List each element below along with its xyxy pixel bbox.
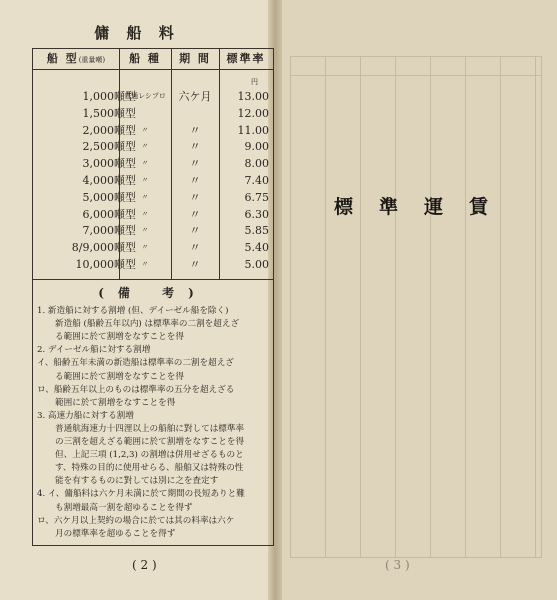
period-cell: 六ケ月 [178,90,212,103]
tonnage-cell: 8/9,000噸型 [71,241,136,255]
rate-cell: 6.30 [244,207,269,221]
header-kind: 船 種 [119,49,171,70]
note-line: 能を有するものに對しては別に之を査定す [55,476,219,487]
note-line: 2. デイーゼル船に対する割増 [37,345,151,356]
table-row [33,223,273,238]
tonnage-cell: 7,000噸型 [82,224,136,238]
kind-cell: 〃 [141,159,149,168]
table-row [33,173,273,188]
period-cell: 〃 [189,224,201,238]
note-line: 4. イ、傭船料は六ケ月未満に於て期間の長短ありと難 [37,489,245,500]
tonnage-cell: 1,500噸型 [82,106,136,120]
table-row [33,123,273,138]
note-line: 普通航海速力十四浬以上の船舶に對しては標準率 [55,423,245,434]
period-cell: 〃 [189,207,201,221]
note-line: イ、船齢五年未満の新造船は標準率の二割を超えざ [37,358,234,369]
kind-cell: 〃 [141,125,149,134]
tonnage-cell: 2,500噸型 [82,140,136,154]
rate-cell: 9.00 [244,140,269,154]
rate-cell: 11.00 [237,123,269,137]
rate-cell: 13.00 [237,90,269,103]
unit-label: 円 [251,78,258,86]
note-line: 月の標準率を超ゆることを得ず [55,528,176,539]
header-rate: 標準率 [219,49,273,70]
notes-box [32,280,274,546]
page-title: 傭 船 料 [94,24,180,42]
tonnage-cell: 4,000噸型 [82,174,136,187]
tonnage-cell: 3,000噸型 [82,157,136,171]
note-line: 範囲に於て割増をなすことを得 [55,397,176,408]
rate-cell: 5.00 [244,258,269,271]
note-line: ロ、六ケ月以上契約の場合に於ては其の料率は六ケ [37,515,235,526]
note-line: も割増最高一割を超ゆることを得ず [55,502,193,513]
right-page-title: 標準運賃 [334,196,515,218]
kind-cell: 普通レシプロ [124,92,166,100]
page-number-left: ( 2 ) [132,558,157,572]
kind-cell: 〃 [141,226,149,235]
tonnage-cell: 2,000噸型 [82,123,136,137]
notes-title: (備 考) [98,286,208,300]
note-line: 1. 新造船に対する割増 (但、デイーゼル船を除く) [37,306,229,316]
rate-cell: 5.40 [244,241,269,255]
period-cell: 〃 [189,140,201,154]
kind-cell: 〃 [141,176,149,184]
kind-cell: 〃 [141,243,149,252]
rate-cell: 12.00 [237,106,269,120]
period-cell: 〃 [189,174,201,187]
header-period: 期 間 [171,49,219,70]
rate-cell: 8.00 [244,157,269,171]
tonnage-cell: 10,000噸型 [75,258,136,271]
note-line: 但、上記三項 (1,2,3) の割増は併用せざるものと [55,450,244,461]
rate-cell: 5.85 [244,224,269,238]
rate-cell: 6.75 [244,190,269,204]
period-cell: 〃 [189,190,201,204]
kind-cell: 〃 [141,142,149,151]
period-cell: 〃 [189,241,201,255]
table-row [33,106,273,121]
tonnage-cell: 1,000噸型 [82,90,136,103]
tonnage-cell: 6,000噸型 [82,207,136,221]
table-row [33,139,273,154]
period-cell: 〃 [189,258,201,271]
note-line: 新造船 (船齢五年以内) は標準率の二割を超えざ [55,319,240,330]
kind-cell: 〃 [141,260,149,268]
table-row [33,190,273,205]
rate-cell: 7.40 [244,174,269,187]
page-number-right: ( 3 ) [385,558,410,572]
table-row [33,240,273,255]
note-line: ロ、船齢五年以上のものは標準率の五分を超えざる [37,384,235,395]
note-line: す、特殊の目的に使用せらる、船舶又は特殊の性 [55,463,244,474]
table-row [33,257,273,272]
note-line: の三割を超えざる範囲に於て割増をなすことを得 [55,437,245,447]
note-line: る範囲に於て割増をなすことを得 [55,332,184,343]
period-cell: 〃 [189,123,201,137]
tonnage-cell: 5,000噸型 [82,190,136,204]
charter-rate-table [32,48,274,280]
bleed-through-table [290,56,542,558]
table-row [33,207,273,222]
header-type: 船 型(重量噸) [33,49,119,70]
kind-cell: 〃 [141,209,149,218]
kind-cell: 〃 [141,192,149,201]
table-row [33,89,273,104]
note-line: る範囲に於て割増をなすことを得 [55,371,184,382]
note-line: 3. 高速力船に対する割増 [37,410,134,421]
table-row [33,156,273,171]
period-cell: 〃 [189,157,201,171]
